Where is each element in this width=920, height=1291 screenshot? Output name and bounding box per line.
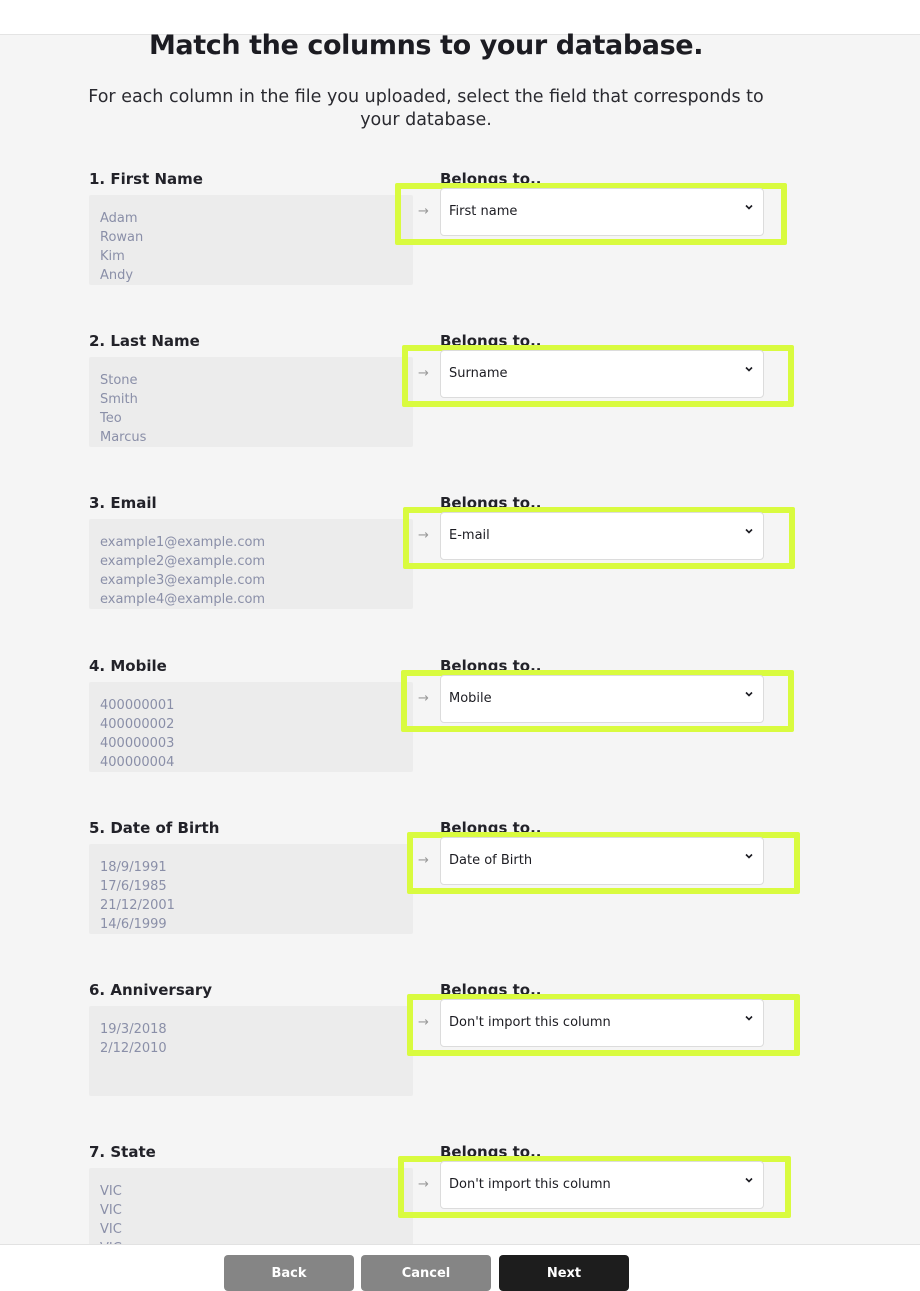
column-preview [89,844,413,934]
preview-value: 400000003 [100,736,175,751]
column-mapping-row [0,981,920,1121]
field-select[interactable] [440,675,764,723]
preview-value: 19/3/2018 [100,1022,167,1037]
column-preview [89,682,413,772]
preview-value: VIC [100,1203,122,1218]
column-mapping-row [0,332,920,472]
preview-value: 2/12/2010 [100,1041,167,1056]
arrow-right-icon: → [418,366,429,381]
preview-value: VIC [100,1222,122,1237]
field-select-value: Mobile [449,691,492,706]
cancel-button[interactable]: Cancel [361,1255,491,1291]
column-preview [89,519,413,609]
field-select-value: Date of Birth [449,853,533,868]
page-subtitle: For each column in the file you uploaded, select the field that corresponds to your database. [88,87,764,130]
arrow-right-icon: → [418,1015,429,1030]
preview-value: VIC [100,1184,122,1199]
preview-value: Rowan [100,230,144,245]
preview-value: Marcus [100,430,147,445]
chevron-down-icon [745,527,753,535]
preview-value: Teo [100,411,122,426]
chevron-down-icon [745,203,753,211]
arrow-right-icon: → [418,1177,429,1192]
preview-value: example1@example.com [100,535,266,550]
field-select[interactable] [440,1161,764,1209]
field-select-value: E-mail [449,528,490,543]
field-select-value: First name [449,204,518,219]
chevron-down-icon [745,1176,753,1184]
field-select-value: Don't import this column [449,1015,611,1030]
field-select[interactable] [440,350,764,398]
column-preview [89,195,413,285]
preview-value: Smith [100,392,138,407]
field-select[interactable] [440,512,764,560]
belongs-to-label: Belongs to.. [440,170,542,188]
column-label: 3. Email [89,494,157,512]
preview-value: Adam [100,211,138,226]
belongs-to-label: Belongs to.. [440,981,542,999]
column-mapping-row [0,494,920,634]
chevron-down-icon [745,690,753,698]
preview-value: 17/6/1985 [100,879,167,894]
column-label: 6. Anniversary [89,981,213,999]
preview-value: 400000002 [100,717,175,732]
chevron-down-icon [745,1014,753,1022]
arrow-right-icon: → [418,691,429,706]
chevron-down-icon [745,852,753,860]
column-label: 4. Mobile [89,657,167,675]
preview-value: 14/6/1999 [100,917,167,932]
belongs-to-label: Belongs to.. [440,332,542,350]
column-mapping-row [0,657,920,797]
belongs-to-label: Belongs to.. [440,494,542,512]
belongs-to-label: Belongs to.. [440,657,542,675]
column-label: 2. Last Name [89,332,200,350]
field-select-value: Surname [449,366,508,381]
preview-value: Kim [100,249,125,264]
back-button[interactable]: Back [224,1255,354,1291]
column-mapping-row [0,170,920,310]
field-select[interactable] [440,837,764,885]
preview-value: Andy [100,268,134,283]
page-title: Match the columns to your database. [148,30,704,61]
belongs-to-label: Belongs to.. [440,819,542,837]
preview-value: 21/12/2001 [100,898,175,913]
belongs-to-label: Belongs to.. [440,1143,542,1161]
footer-bar [0,1244,920,1291]
chevron-down-icon [745,365,753,373]
arrow-right-icon: → [418,204,429,219]
column-label: 5. Date of Birth [89,819,220,837]
preview-value: example2@example.com [100,554,266,569]
arrow-right-icon: → [418,528,429,543]
preview-value: Stone [100,373,138,388]
arrow-right-icon: → [418,853,429,868]
field-select[interactable] [440,999,764,1047]
column-label: 1. First Name [89,170,203,188]
column-mapping-row [0,819,920,959]
preview-value: 18/9/1991 [100,860,167,875]
field-select-value: Don't import this column [449,1177,611,1192]
preview-value: 400000004 [100,755,175,770]
field-select[interactable] [440,188,764,236]
next-button[interactable]: Next [499,1255,629,1291]
column-preview [89,357,413,447]
preview-value: example3@example.com [100,573,266,588]
column-preview [89,1006,413,1096]
preview-value: example4@example.com [100,592,266,607]
preview-value: 400000001 [100,698,175,713]
column-label: 7. State [89,1143,156,1161]
